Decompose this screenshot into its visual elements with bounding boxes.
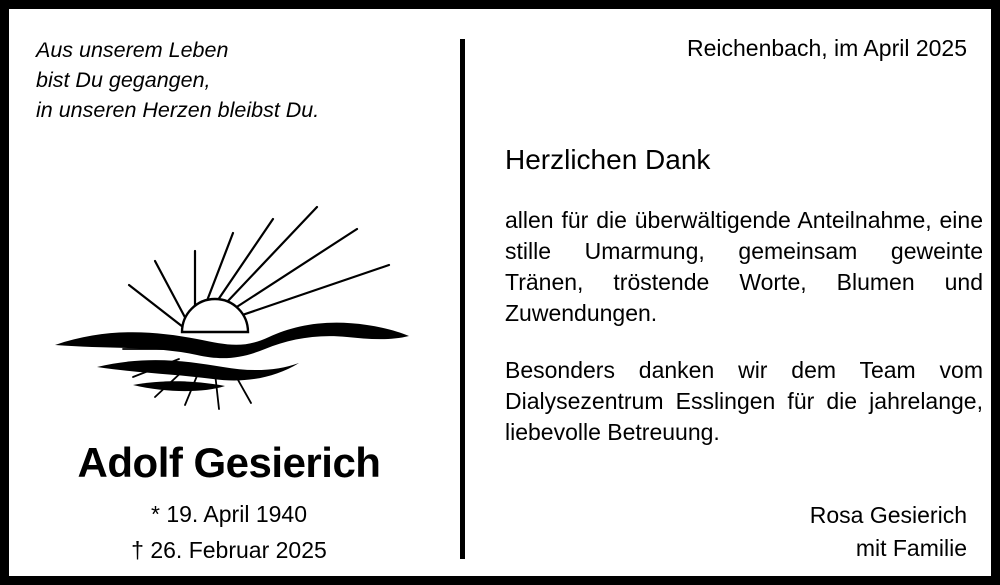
right-column: [465, 9, 991, 576]
thanks-paragraph-1: allen für die überwältigende Anteilnahme, eine stille Umarmung, gemeinsam geweinte Tränen, tröstende Worte, Blumen und Zuwendungen.: [505, 207, 983, 326]
verse-line-3: in unseren Herzen bleibst Du.: [36, 98, 320, 122]
signature-block: [810, 499, 967, 565]
thanks-heading: Herzlichen Dank: [505, 144, 711, 175]
verse-line-2: bist Du gegangen,: [36, 68, 211, 92]
death-date: † 26. Februar 2025: [131, 537, 327, 563]
life-dates: [9, 496, 449, 568]
obituary-card: [9, 9, 991, 576]
verse-block: [36, 35, 319, 125]
thanks-body: [505, 205, 983, 448]
signature-line-2: mit Familie: [855, 535, 967, 561]
verse-line-1: Aus unserem Leben: [36, 38, 229, 62]
signature-line-1: Rosa Gesierich: [809, 502, 967, 528]
birth-date: * 19. April 1940: [150, 501, 307, 527]
place-and-date: Reichenbach, im April 2025: [687, 35, 967, 61]
deceased-name: Adolf Gesierich: [77, 439, 381, 486]
sun-over-sea-with-rays-icon: [37, 199, 437, 414]
left-column: [9, 9, 460, 576]
thanks-paragraph-2: Besonders danken wir dem Team vom Dialysezentrum Esslingen für die jahrelange, liebevolle Betreuung.: [505, 357, 983, 445]
